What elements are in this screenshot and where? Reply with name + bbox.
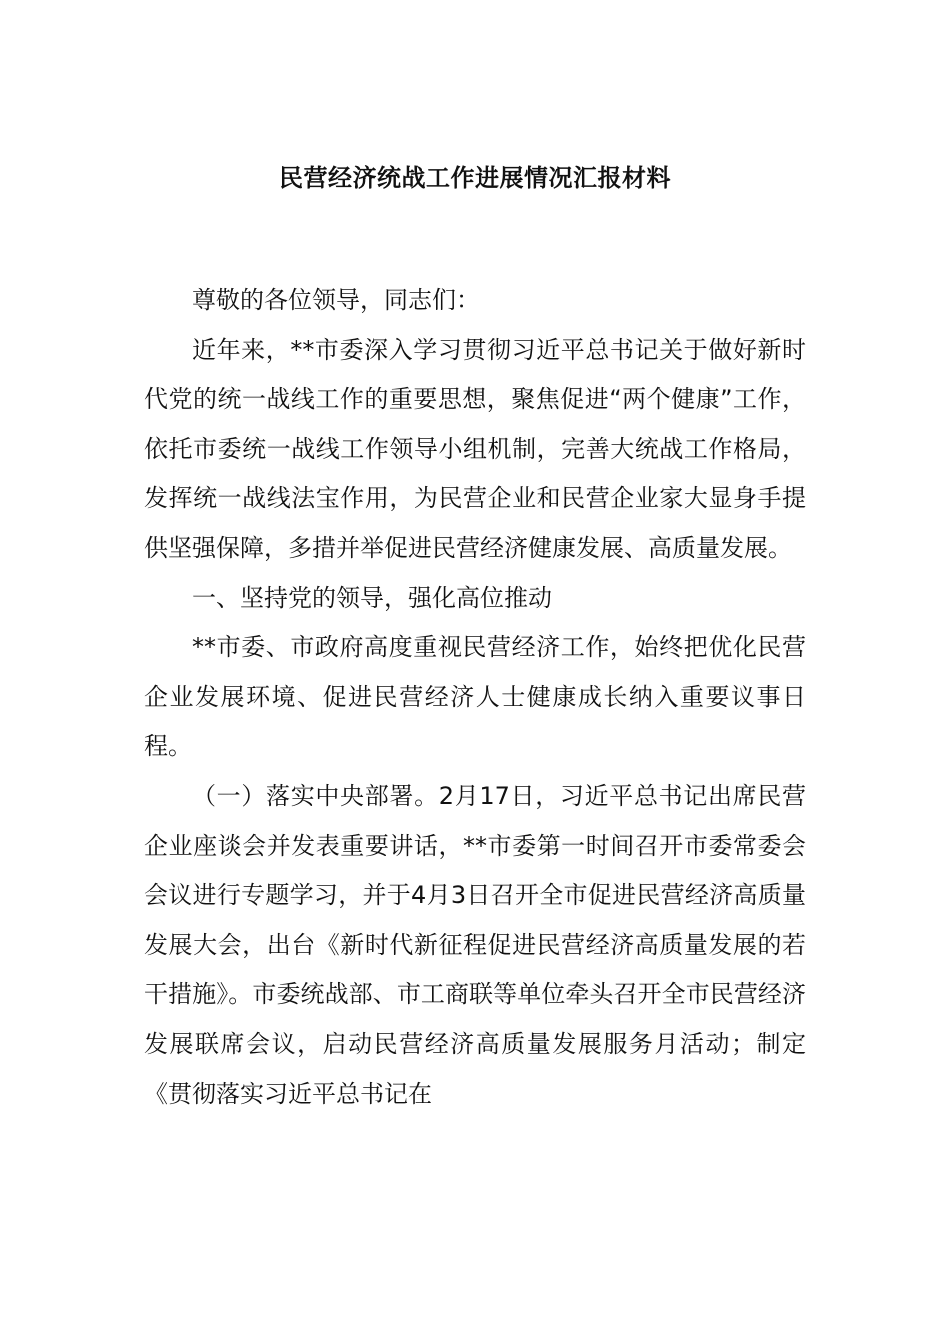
section-heading: 一、坚持党的领导，强化高位推动 xyxy=(192,583,552,612)
document-title: 民营经济统战工作进展情况汇报材料 xyxy=(279,164,671,192)
salutation-paragraph: 尊敬的各位领导，同志们： xyxy=(192,286,480,314)
section-intro-paragraph: **市委、市政府高度重视民营经济工作，始终把优化民营企业发展环境、促进民营经济人士健康成长纳入重要议事日程。 xyxy=(144,633,806,761)
document-body xyxy=(144,276,806,1119)
subsection-paragraph: （一）落实中央部署。2月17日，习近平总书记出席民营企业座谈会并发表重要讲话，**市委第一时间召开市委常委会会议进行专题学习，并于4月3日召开全市促进民营经济高质量发展大会，出台《新时代新征程促进民营经济高质量发展的若干措施》。市委统战部、市工商联等单位牵头召开全市民营经济发展联席会议，启动民营经济高质量发展服务月活动；制定《贯彻落实习近平总书记在 xyxy=(144,781,806,1108)
intro-paragraph: 近年来，**市委深入学习贯彻习近平总书记关于做好新时代党的统一战线工作的重要思想，聚焦促进“两个健康”工作，依托市委统一战线工作领导小组机制，完善大统战工作格局，发挥统一战线法宝作用，为民营企业和民营企业家大显身手提供坚强保障，多措并举促进民营经济健康发展、高质量发展。 xyxy=(144,335,806,562)
